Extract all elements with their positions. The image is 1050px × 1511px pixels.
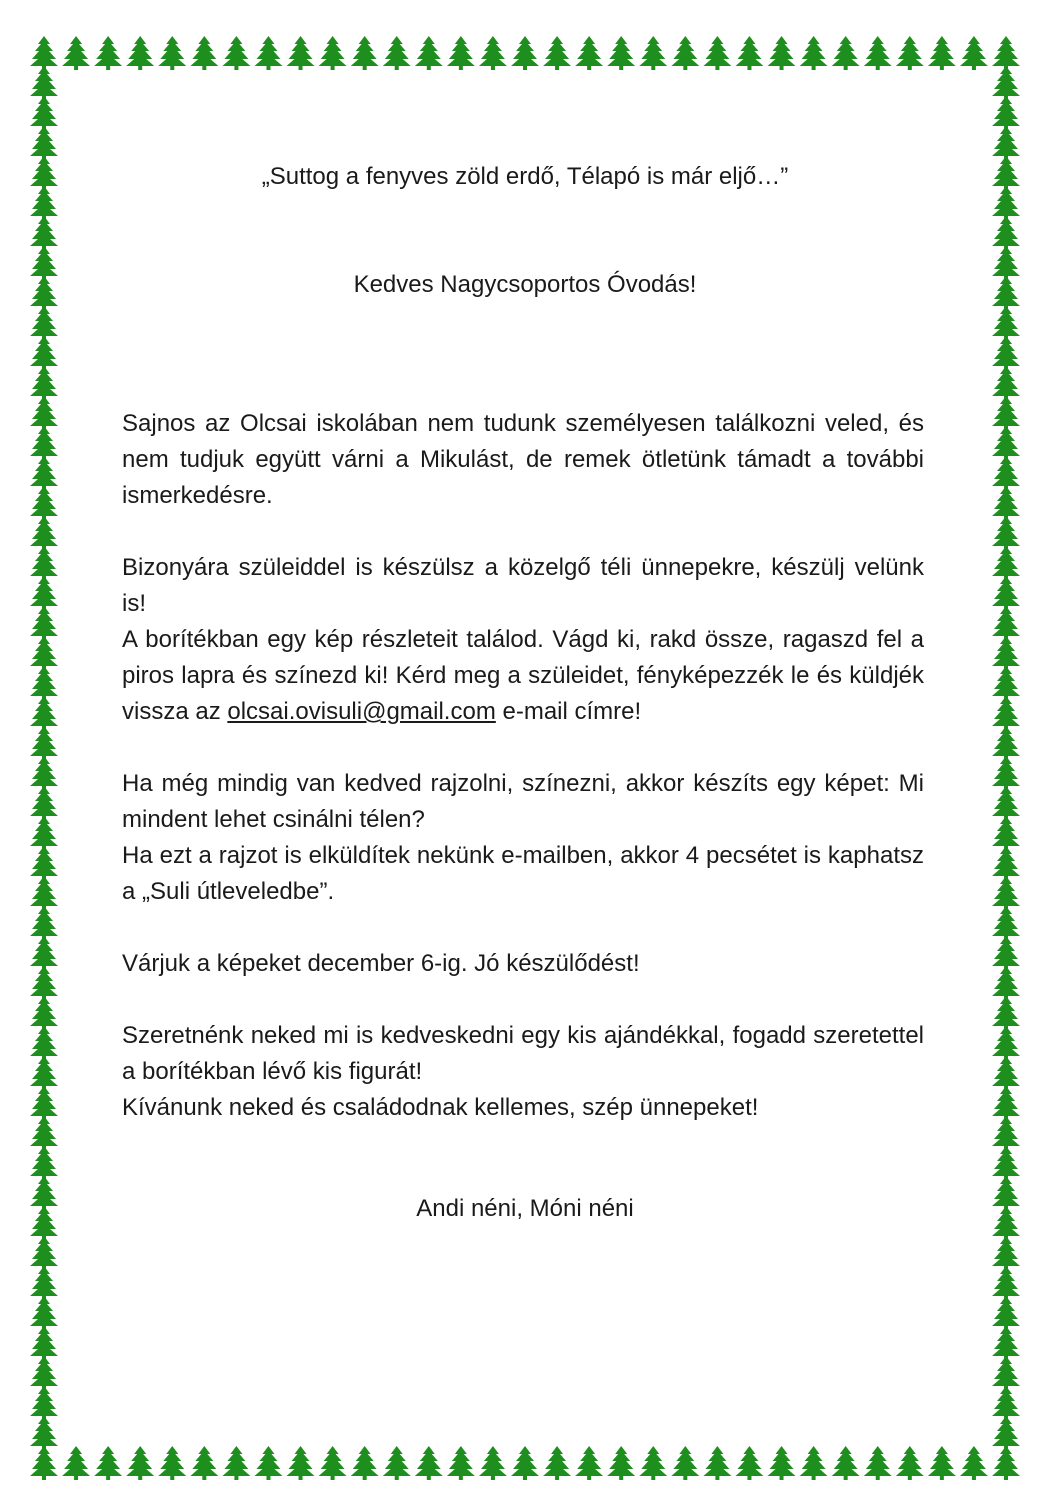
christmas-tree-icon [992,456,1020,490]
christmas-tree-icon [30,786,58,820]
christmas-tree-icon [158,1446,186,1480]
christmas-tree-icon [768,1446,796,1480]
christmas-tree-icon [992,996,1020,1030]
christmas-tree-icon [479,1446,507,1480]
christmas-tree-icon [30,1356,58,1390]
christmas-tree-icon [607,1446,635,1480]
christmas-tree-icon [30,1326,58,1360]
christmas-tree-icon [30,216,58,250]
christmas-tree-icon [992,876,1020,910]
gift-line-2: Kívánunk neked és családodnak kellemes, szép ünnepeket! [122,1094,759,1121]
instructions-line-1: Bizonyára szüleiddel is készülsz a közelgő téli ünnepekre, készülj velünk is! [122,554,924,617]
christmas-tree-icon [190,36,218,70]
christmas-tree-icon [992,1416,1020,1450]
greeting-heading: Kedves Nagycsoportos Óvodás! [353,271,697,298]
christmas-tree-icon [992,576,1020,610]
christmas-tree-icon [992,666,1020,700]
christmas-tree-icon [928,1446,956,1480]
christmas-tree-icon [992,936,1020,970]
christmas-tree-icon [992,396,1020,430]
christmas-tree-icon [126,1446,154,1480]
christmas-tree-icon [30,126,58,160]
christmas-tree-icon [319,1446,347,1480]
christmas-tree-icon [864,1446,892,1480]
christmas-tree-icon [30,486,58,520]
christmas-tree-icon [992,1446,1020,1480]
christmas-tree-icon [383,1446,411,1480]
christmas-tree-icon [30,636,58,670]
christmas-tree-icon [543,1446,571,1480]
christmas-tree-icon [992,516,1020,550]
christmas-tree-icon [30,696,58,730]
christmas-tree-icon [960,1446,988,1480]
instructions-line-2 [122,622,924,730]
christmas-tree-icon [992,306,1020,340]
christmas-tree-icon [30,306,58,340]
christmas-tree-icon [992,216,1020,250]
christmas-tree-icon [992,726,1020,760]
christmas-tree-icon [30,396,58,430]
drawing-line-2: Ha ezt a rajzot is elküldítek nekünk e-mailben, akkor 4 pecsétet is kaphatsz a „Suli útleveledbe”. [122,842,924,905]
christmas-tree-icon [639,1446,667,1480]
christmas-tree-icon [30,906,58,940]
christmas-tree-icon [960,36,988,70]
christmas-tree-icon [992,1356,1020,1390]
letter-body [122,406,924,1162]
christmas-tree-icon [992,66,1020,100]
christmas-tree-icon [511,36,539,70]
christmas-tree-icon [190,1446,218,1480]
christmas-tree-icon [30,1236,58,1270]
christmas-tree-icon [511,1446,539,1480]
christmas-tree-icon [992,486,1020,520]
christmas-tree-icon [62,36,90,70]
christmas-tree-icon [30,66,58,100]
christmas-tree-icon [992,606,1020,640]
christmas-tree-icon [992,786,1020,820]
christmas-tree-icon [992,1266,1020,1300]
christmas-tree-icon [992,906,1020,940]
paragraph-instructions [122,550,924,730]
christmas-tree-icon [30,1086,58,1120]
instructions-text-before-email: A borítékban egy kép részleteit találod. Vágd ki, rakd össze, ragaszd fel a piros lapra és színezd ki! Kérd meg a szüleidet, fényképezzék le és küldjék vissza az [122,626,924,725]
christmas-tree-icon [30,36,58,70]
christmas-tree-icon [30,546,58,580]
email-link[interactable]: olcsai.ovisuli@gmail.com [227,698,496,725]
christmas-tree-icon [287,1446,315,1480]
christmas-tree-icon [94,36,122,70]
christmas-tree-icon [30,1146,58,1180]
christmas-tree-icon [287,36,315,70]
christmas-tree-icon [351,1446,379,1480]
paragraph-gift [122,1018,924,1126]
christmas-tree-icon [30,756,58,790]
christmas-tree-icon [447,1446,475,1480]
christmas-tree-icon [30,336,58,370]
christmas-tree-icon [30,966,58,1000]
paragraph-drawing [122,766,924,910]
christmas-tree-icon [30,1056,58,1090]
christmas-tree-icon [896,1446,924,1480]
christmas-tree-icon [30,576,58,610]
christmas-tree-icon [864,36,892,70]
christmas-tree-icon [575,1446,603,1480]
christmas-tree-icon [832,1446,860,1480]
christmas-tree-icon [928,36,956,70]
christmas-tree-icon [543,36,571,70]
christmas-tree-icon [30,1266,58,1300]
christmas-tree-icon [30,426,58,460]
christmas-tree-icon [30,666,58,700]
christmas-tree-icon [992,1236,1020,1270]
christmas-tree-icon [992,1056,1020,1090]
signature: Andi néni, Móni néni [416,1195,634,1222]
christmas-tree-icon [896,36,924,70]
christmas-tree-icon [319,36,347,70]
instructions-text-after-email: e-mail címre! [495,698,642,725]
christmas-tree-icon [992,1146,1020,1180]
christmas-tree-icon [479,36,507,70]
christmas-tree-icon [992,1086,1020,1120]
christmas-tree-icon [800,36,828,70]
christmas-tree-icon [30,936,58,970]
christmas-tree-icon [992,366,1020,400]
christmas-tree-icon [30,366,58,400]
christmas-tree-icon [94,1446,122,1480]
christmas-tree-icon [30,996,58,1030]
christmas-tree-icon [607,36,635,70]
christmas-tree-icon [30,1116,58,1150]
christmas-tree-icon [703,1446,731,1480]
christmas-tree-icon [30,816,58,850]
christmas-tree-icon [992,696,1020,730]
christmas-tree-icon [383,36,411,70]
christmas-tree-icon [992,756,1020,790]
christmas-tree-icon [30,1446,58,1480]
christmas-tree-icon [992,816,1020,850]
christmas-tree-icon [992,1116,1020,1150]
christmas-tree-icon [992,336,1020,370]
christmas-tree-icon [992,126,1020,160]
christmas-tree-icon [671,36,699,70]
christmas-tree-icon [30,96,58,130]
gift-line-1: Szeretnénk neked mi is kedveskedni egy kis ajándékkal, fogadd szeretettel a borítékban lévő kis figurát! [122,1022,924,1085]
christmas-tree-icon [992,636,1020,670]
christmas-tree-icon [30,1416,58,1450]
christmas-tree-icon [639,36,667,70]
christmas-tree-icon [30,1296,58,1330]
christmas-tree-icon [992,546,1020,580]
christmas-tree-icon [992,846,1020,880]
christmas-tree-icon [222,36,250,70]
christmas-tree-icon [415,36,443,70]
christmas-tree-icon [992,426,1020,460]
christmas-tree-icon [735,36,763,70]
christmas-tree-icon [30,606,58,640]
christmas-tree-icon [158,36,186,70]
christmas-tree-icon [735,1446,763,1480]
christmas-tree-icon [254,1446,282,1480]
christmas-tree-icon [992,96,1020,130]
christmas-tree-icon [30,1386,58,1420]
christmas-tree-icon [30,726,58,760]
christmas-tree-icon [992,36,1020,70]
christmas-tree-icon [992,1326,1020,1360]
christmas-tree-icon [992,1386,1020,1420]
christmas-tree-icon [992,1026,1020,1060]
christmas-tree-icon [30,1026,58,1060]
christmas-tree-icon [30,876,58,910]
christmas-tree-icon [351,36,379,70]
christmas-tree-icon [671,1446,699,1480]
christmas-tree-icon [62,1446,90,1480]
christmas-tree-icon [703,36,731,70]
christmas-tree-icon [447,36,475,70]
christmas-tree-icon [832,36,860,70]
christmas-tree-icon [800,1446,828,1480]
christmas-tree-icon [30,516,58,550]
christmas-tree-icon [222,1446,250,1480]
christmas-tree-icon [30,846,58,880]
paragraph-intro: Sajnos az Olcsai iskolában nem tudunk személyesen találkozni veled, és nem tudjuk együtt várni a Mikulást, de remek ötletünk támadt a további ismerkedésre. [122,410,924,509]
christmas-tree-icon [254,36,282,70]
drawing-line-1: Ha még mindig van kedved rajzolni, színezni, akkor készíts egy képet: Mi mindent lehet csinálni télen? [122,770,924,833]
christmas-tree-icon [126,36,154,70]
christmas-tree-icon [415,1446,443,1480]
opening-quote: „Suttog a fenyves zöld erdő, Télapó is már eljő…” [261,163,789,190]
paragraph-deadline: Várjuk a képeket december 6-ig. Jó készülődést! [122,950,640,977]
christmas-tree-icon [992,1296,1020,1330]
christmas-tree-icon [575,36,603,70]
christmas-tree-icon [30,456,58,490]
christmas-tree-icon [992,966,1020,1000]
christmas-tree-icon [768,36,796,70]
